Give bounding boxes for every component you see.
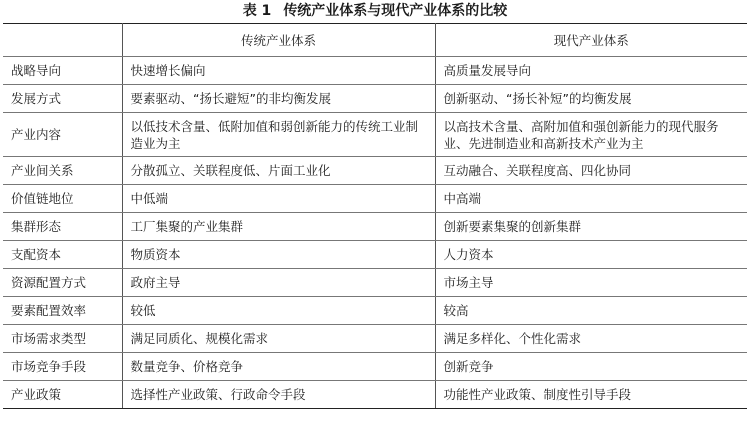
row-label: 资源配置方式: [3, 269, 122, 297]
traditional-cell: 以低技术含量、低附加值和弱创新能力的传统工业制造业为主: [122, 113, 435, 157]
table-row: [3, 269, 747, 297]
modern-cell: 创新要素集聚的创新集群: [435, 213, 747, 241]
table-caption: [0, 0, 750, 22]
traditional-cell: 选择性产业政策、行政命令手段: [122, 381, 435, 409]
table-number: 表 1: [242, 3, 272, 19]
row-label: 集群形态: [3, 213, 122, 241]
table-row: [3, 381, 747, 409]
modern-cell: 功能性产业政策、制度性引导手段: [435, 381, 747, 409]
modern-cell: 人力资本: [435, 241, 747, 269]
traditional-cell: 快速增长偏向: [122, 57, 435, 85]
table-row: [3, 353, 747, 381]
table-row: [3, 85, 747, 113]
row-label: 产业政策: [3, 381, 122, 409]
row-label: 产业内容: [3, 113, 122, 157]
comparison-table: [3, 23, 747, 409]
row-label: 发展方式: [3, 85, 122, 113]
modern-cell: 中高端: [435, 185, 747, 213]
table-row: [3, 57, 747, 85]
traditional-cell: 工厂集聚的产业集群: [122, 213, 435, 241]
header-corner-cell: [3, 24, 122, 57]
table-row: [3, 213, 747, 241]
row-label: 市场需求类型: [3, 325, 122, 353]
traditional-cell: 较低: [122, 297, 435, 325]
traditional-cell: 政府主导: [122, 269, 435, 297]
traditional-cell: 物质资本: [122, 241, 435, 269]
traditional-cell: 满足同质化、规模化需求: [122, 325, 435, 353]
modern-cell: 较高: [435, 297, 747, 325]
table-header-row: [3, 24, 747, 57]
traditional-cell: 分散孤立、关联程度低、片面工业化: [122, 157, 435, 185]
row-label: 支配资本: [3, 241, 122, 269]
header-traditional: 传统产业体系: [122, 24, 435, 57]
modern-cell: 高质量发展导向: [435, 57, 747, 85]
table-row: [3, 185, 747, 213]
row-label: 市场竞争手段: [3, 353, 122, 381]
header-modern: 现代产业体系: [435, 24, 747, 57]
table-title: 传统产业体系与现代产业体系的比较: [283, 3, 508, 19]
row-label: 产业间关系: [3, 157, 122, 185]
table-row: [3, 157, 747, 185]
traditional-cell: 数量竞争、价格竞争: [122, 353, 435, 381]
modern-cell: 创新竞争: [435, 353, 747, 381]
modern-cell: 互动融合、关联程度高、四化协同: [435, 157, 747, 185]
modern-cell: 满足多样化、个性化需求: [435, 325, 747, 353]
modern-cell: 市场主导: [435, 269, 747, 297]
modern-cell: 以高技术含量、高附加值和强创新能力的现代服务业、先进制造业和高新技术产业为主: [435, 113, 747, 157]
row-label: 战略导向: [3, 57, 122, 85]
table-row: [3, 297, 747, 325]
modern-cell: 创新驱动、“扬长补短”的均衡发展: [435, 85, 747, 113]
traditional-cell: 中低端: [122, 185, 435, 213]
row-label: 价值链地位: [3, 185, 122, 213]
traditional-cell: 要素驱动、“扬长避短”的非均衡发展: [122, 85, 435, 113]
table-row: [3, 241, 747, 269]
table-row: [3, 325, 747, 353]
table-row: [3, 113, 747, 157]
row-label: 要素配置效率: [3, 297, 122, 325]
